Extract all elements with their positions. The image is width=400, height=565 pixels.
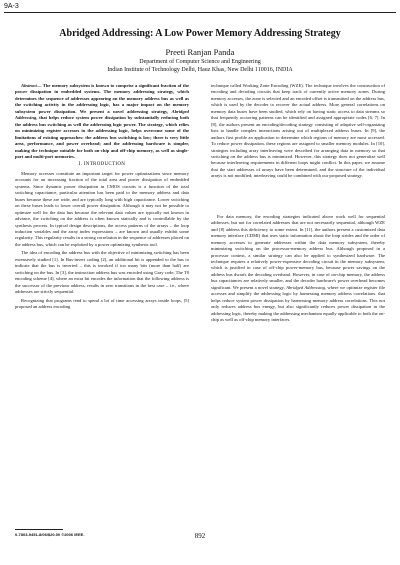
intro-paragraph-3: Recognizing that programs tend to spend a lot of time accessing arrays inside loops, [5] proposed an address encoding bbox=[15, 297, 189, 309]
right-paragraph-2-text: For data memory, the encoding strategies indicated above work well for sequential addresses, but not for correlated addresses that are not necessarily sequential, although WZE and [8] address this deficiency to some extent. In [11], the authors present a customized data memory interface (CDMI) that uses static information about the loop strides and the order of memory accesses to generate addresses within the data memory subsystem, thereby minimizing switching on the processor-memory address bus. Although proposed in a processor context, a similar strategy can also be applied to synthesized hardware. The technique requires a relatively power-expensive decoding circuit in the memory subsystem, which is justified in case of off-chip power-memory bus, because power savings on the address bus dwarfs the decoding overhead. However, in case of on-chip memory, the address bus capacitances are relatively smaller, and the decoder hardware's power overhead becomes significant. We present a novel strategy, bbox=[211, 213, 385, 290]
abstract-text-after: , that helps reduce system power dissipation by substantially reducing both the address bus switching as well the addressing logic power. The strategy, which relies on minimizing register accesses in the addressing logic, helps overcome some of the limitations of existing approaches: the address bus switching is low; there is very little area, performance, and power overhead; and the addressing hardware is simpler, making the technique suitable for both on-chip and off-chip memory, as well as single-port and multi-port memories. bbox=[15, 115, 189, 159]
section-heading-introduction: I. INTRODUCTION bbox=[78, 162, 126, 168]
column-gap bbox=[211, 182, 385, 214]
author-name: Preeti Ranjan Panda bbox=[165, 47, 235, 57]
abstract-text-before: — The memory subsystem is known to comprise a significant fraction of the power dissipation in embedded systems. The memory addressing strategy, which determines the sequence of addresses appearing on the memory address bus as well as the switching activity in the addressing logic, has a major impact on the memory subsystem power dissipation. We present a novel addressing strategy, bbox=[15, 83, 189, 114]
affiliation-department: Department of Computer Science and Engineering bbox=[139, 59, 261, 65]
page-number: 892 bbox=[194, 532, 206, 540]
header-rule bbox=[4, 12, 396, 13]
copyright-footer: 0-7803-9451-8/06/$20.00 ©2006 IEEE. bbox=[15, 532, 85, 537]
footer-rule bbox=[15, 529, 63, 530]
intro-paragraph-2: The idea of encoding the address bus with the objective of minimizing switching has been extensively studied [1]. In Bus-invert coding [2], an additional bit is appended to the bus to indicate that the bus is inverted – this is invoked if too many bits (more than half) are switching on the bus. In [3], the instruction address bus was encoded using Gray code. The T0 encoding scheme [4], where an extra bit encodes the information that the following address is the successor of the previous address, results in zero transitions in the best case – i.e., where addresses are strictly sequential. bbox=[15, 250, 189, 295]
intro-paragraph-1: Memory accesses constitute an important target for power optimizations since memory accounts for an increasing fraction of the total area and power dissipation of embedded systems. Since dynamic power dissipation in CMOS circuits is a function of the total switching capacitance, particular attention has been paid to the memory address and data buses because these are wide, and are typically long with high capacitance. Lower switching on these buses leads to lower overall power dissipation. Although it may not be possible to optimize well for the data bus because the relevant data values are typically not known in advance, the switching on the address is often known statically and is controllable by the synthesis process. In typical design descriptions, the access patterns of the arrays – the loop induction variables and the array index expressions – are known and usually exhibit some regularity. This regularity results in a strong correlation in the sequence of addresses placed on the address bus, which can be exploited by a power optimizing synthesis tool. bbox=[15, 170, 189, 247]
paper-title: Abridged Addressing: A Low Power Memory Addressing Strategy bbox=[59, 28, 341, 39]
abstract-term: Abridged Addressing bbox=[15, 108, 189, 121]
abstract-label: Abstract bbox=[21, 83, 37, 88]
right-paragraph-3-text: that helps reduce system power dissipation by harnessing memory address correlations. This not only reduces address bus energy, but also significantly reduces power dissipation in the addressing logic, thereby making the addressing mechanism equally applicable to both the on-chip as well as off-chip memory interfaces. bbox=[211, 291, 385, 323]
abstract bbox=[15, 83, 189, 160]
right-term-after: , where we optimize register file accesses and simplify the addressing logic by harnessing memory address correlations. bbox=[211, 284, 385, 297]
affiliation-institute: Indian Institute of Technology Delhi, Hauz Khas, New Delhi 110016, INDIA bbox=[107, 67, 293, 73]
right-column bbox=[211, 83, 385, 326]
right-paragraph-1: technique called Working Zone Encoding (WZE). The technique involves the construction of encoding and decoding circuits that keep track of currently active memory zones. During memory accesses, the zone is selected and an encoded offset is transmitted on the address bus, which is used by the decoder to recover the actual address. More general correlations on memory data buses have been studied, which rely on having static access to data streams so that frequently occurring patterns can be identified and assigned appropriate codes [6, 7]. In [8], the authors present an encoding/decoding strategy consisting of adaptive self-organizing lists to handle complex interactions arising out of multiplexed address buses. In [9], the authors first profile an application to determine which regions of memory are most accessed. To reduce power dissipation, these regions are assigned to smaller memory modules. In [10], strategies including array interleaving were described for arranging data in memory so that switching on the address bus is minimized. However, this strategy does not generalize well because interleaving requirements in different loops might conflict. In this paper, we assume that the start addresses of arrays have been determined, and the structure of the individual arrays is not modified; interleaving could be combined with our proposed strategy. bbox=[211, 83, 385, 179]
session-tag: 9A-3 bbox=[4, 3, 19, 10]
left-column bbox=[15, 83, 189, 312]
right-paragraph-2 bbox=[211, 214, 385, 324]
right-term: Abridged Addressing bbox=[286, 284, 325, 290]
